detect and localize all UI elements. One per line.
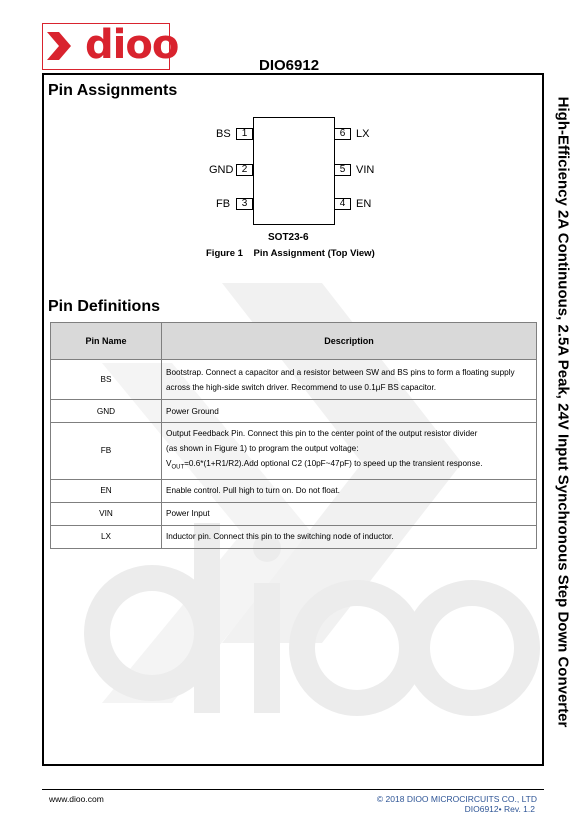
pin-4-name: EN — [356, 198, 372, 210]
description-line: Inductor pin. Connect this pin to the switching node of inductor. — [166, 532, 394, 542]
company-logo — [42, 22, 179, 70]
description-line: Power Input — [166, 509, 210, 519]
footer-website-link[interactable]: www.dioo.com — [49, 794, 104, 804]
footer-copyright: © 2018 DIOO MICROCIRCUITS CO., LTD — [376, 794, 537, 804]
pin-1-box: 1 — [236, 128, 253, 140]
figure-caption: Figure 1 Pin Assignment (Top View) — [206, 248, 375, 259]
pin-name-cell: EN — [51, 479, 162, 502]
description-line: Output Feedback Pin. Connect this pin to the center point of the output resistor divider — [166, 429, 478, 438]
table-row — [51, 479, 537, 502]
description-line: (as shown in Figure 1) to program the output voltage: — [166, 444, 359, 453]
pin-name-cell: LX — [51, 525, 162, 548]
description-cell — [162, 502, 537, 525]
description-line: Bootstrap. Connect a capacitor and a resistor between SW and BS pins to form a floating supply — [166, 367, 515, 377]
chip-body — [253, 117, 335, 225]
formula-v: V — [166, 459, 172, 468]
logo-chevron-icon — [45, 26, 85, 66]
description-line: across the high-side switch driver. Recommend to use 0.1μF BS capacitor. — [166, 382, 437, 392]
pin-2-name: GND — [209, 164, 234, 176]
formula-line — [166, 456, 532, 476]
pin-3-box: 3 — [236, 198, 253, 210]
table-row — [51, 502, 537, 525]
description-cell — [162, 479, 537, 502]
description-line: Power Ground — [166, 406, 219, 416]
pin-definitions-table — [50, 322, 537, 549]
formula-sub: OUT — [171, 464, 185, 471]
pin-4-box: 4 — [334, 198, 351, 210]
description-cell — [162, 423, 537, 480]
description-cell — [162, 525, 537, 548]
footer-divider — [42, 789, 544, 790]
column-header-description: Description — [162, 323, 537, 360]
package-label: SOT23-6 — [268, 232, 309, 243]
pin-name-cell: FB — [51, 423, 162, 480]
logo-text: dioo — [85, 22, 179, 68]
pin-2-box: 2 — [236, 164, 253, 176]
description-line: Enable control. Pull high to turn on. Do not float. — [166, 486, 340, 496]
pin-name-cell: VIN — [51, 502, 162, 525]
part-number: DIO6912 — [259, 57, 320, 74]
table-row — [51, 400, 537, 423]
table-row — [51, 423, 537, 480]
pin-1-name: BS — [216, 128, 231, 140]
pin-name-cell: GND — [51, 400, 162, 423]
pin-6-box: 6 — [334, 128, 351, 140]
pin-5-box: 5 — [334, 164, 351, 176]
pin-definitions-heading: Pin Definitions — [48, 298, 160, 315]
table-row — [51, 525, 537, 548]
pin-6-name: LX — [356, 128, 370, 140]
footer-revision: DIO6912• Rev. 1.2 — [464, 804, 535, 814]
pin-5-name: VIN — [356, 164, 375, 176]
table-header-row — [51, 323, 537, 360]
table-row — [51, 360, 537, 400]
description-cell — [162, 360, 537, 400]
document-side-title: High-Efficiency 2A Continuous, 2.5A Peak, 24V Input Synchronous Step Down Converter — [554, 96, 572, 728]
pin-name-cell: BS — [51, 360, 162, 400]
formula-rest: =0.6*(1+R1/R2).Add optional C2 (10pF~47pF) to speed up the transient response. — [184, 459, 483, 468]
column-header-pin-name: Pin Name — [51, 323, 162, 360]
pin-assignments-heading: Pin Assignments — [48, 82, 178, 99]
pin-3-name: FB — [216, 198, 231, 210]
description-cell — [162, 400, 537, 423]
